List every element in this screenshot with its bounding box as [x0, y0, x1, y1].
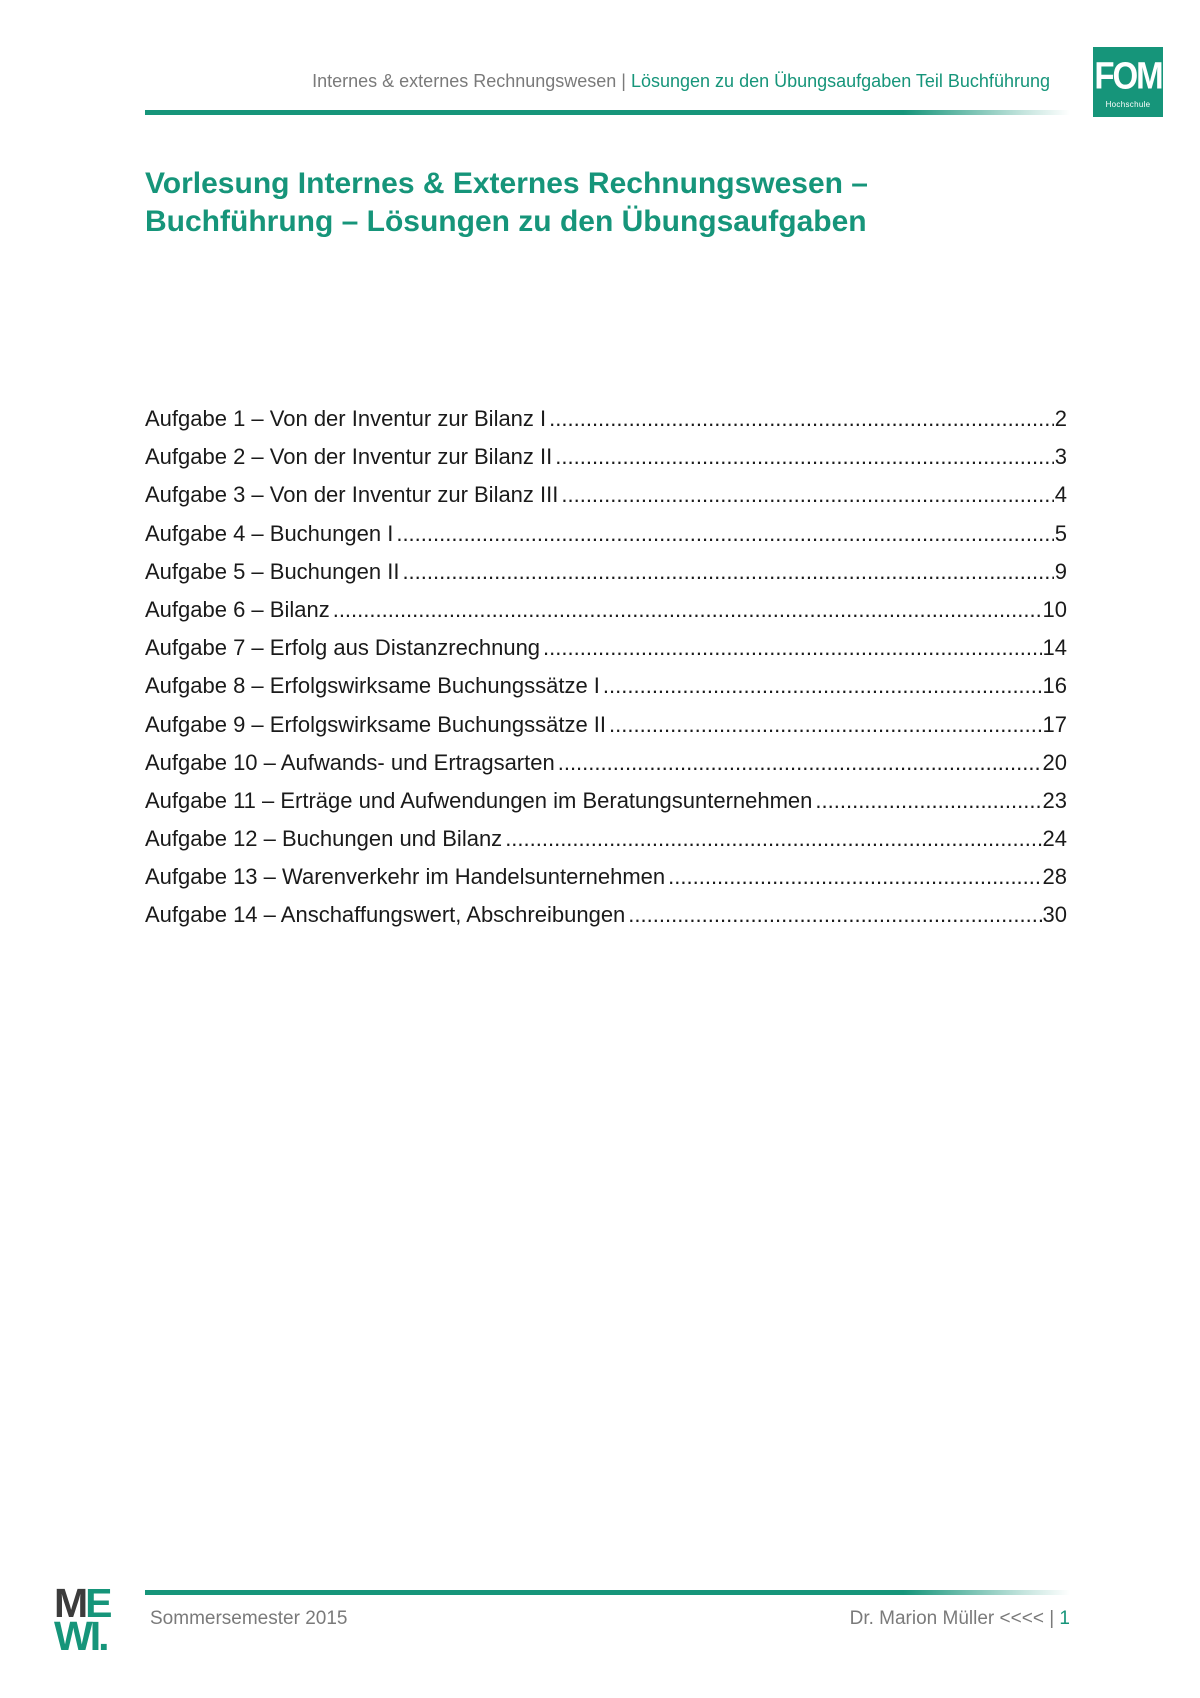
toc-entry-page: 4	[1054, 482, 1067, 508]
toc-dot-leader	[555, 438, 1053, 476]
toc-entry-label: Aufgabe 7 – Erfolg aus Distanzrechnung	[145, 635, 541, 661]
toc-entry-page: 14	[1042, 635, 1067, 661]
toc-entry-label: Aufgabe 6 – Bilanz	[145, 596, 330, 622]
toc-entry[interactable]	[145, 553, 1067, 591]
toc-entry-label: Aufgabe 13 – Warenverkehr im Handelsunternehmen	[145, 864, 666, 890]
document-title-line2: Buchführung – Lösungen zu den Übungsaufgaben	[145, 205, 867, 238]
toc-entry[interactable]	[145, 515, 1067, 553]
toc-entry[interactable]	[145, 438, 1067, 476]
running-header-course: Internes & externes Rechnungswesen |	[312, 71, 631, 91]
toc-entry-label: Aufgabe 8 – Erfolgswirksame Buchungssätze I	[145, 673, 600, 699]
toc-entry[interactable]	[145, 591, 1067, 629]
toc-entry-page: 23	[1042, 787, 1067, 813]
toc-dot-leader	[396, 515, 1053, 553]
fom-logo-subtext: Hochschule	[1105, 100, 1151, 109]
toc-entry-label: Aufgabe 2 – Von der Inventur zur Bilanz II	[145, 444, 553, 470]
toc-entry-page: 20	[1042, 749, 1067, 775]
running-header-subject: Lösungen zu den Übungsaufgaben Teil Buchführung	[630, 71, 1050, 91]
toc-entry-label: Aufgabe 10 – Aufwands- und Ertragsarten	[145, 749, 555, 775]
toc-dot-leader	[668, 858, 1041, 896]
toc-entry[interactable]	[145, 629, 1067, 667]
toc-entry-page: 17	[1042, 711, 1067, 737]
toc-dot-leader	[628, 896, 1041, 934]
toc-entry[interactable]	[145, 400, 1067, 438]
fom-logo-text: FOM	[1094, 54, 1162, 97]
toc-entry-page: 3	[1054, 444, 1067, 470]
running-header	[145, 71, 1050, 92]
fom-logo	[1093, 47, 1163, 117]
toc-dot-leader	[505, 820, 1041, 858]
header-divider	[145, 110, 1070, 115]
toc-entry[interactable]	[145, 820, 1067, 858]
toc-entry-label: Aufgabe 14 – Anschaffungswert, Abschreibungen	[145, 902, 626, 928]
toc-entry-page: 2	[1054, 406, 1067, 431]
page-number: 1	[1059, 1608, 1070, 1629]
toc-entry-label: Aufgabe 3 – Von der Inventur zur Bilanz III	[145, 482, 559, 508]
toc-dot-leader	[402, 553, 1053, 591]
toc-entry-label: Aufgabe 12 – Buchungen und Bilanz	[145, 826, 503, 852]
toc-dot-leader	[549, 400, 1054, 438]
toc-dot-leader	[561, 476, 1053, 514]
toc-entry[interactable]	[145, 744, 1067, 782]
toc-entry-page: 30	[1042, 902, 1067, 928]
toc-entry-page: 16	[1042, 673, 1067, 699]
toc-dot-leader	[333, 591, 1042, 629]
toc-entry[interactable]	[145, 667, 1067, 705]
toc-dot-leader	[609, 706, 1041, 744]
table-of-contents	[145, 400, 1067, 935]
document-title-line1: Vorlesung Internes & Externes Rechnungswesen –	[145, 167, 868, 200]
toc-entry-page: 28	[1042, 864, 1067, 890]
toc-entry[interactable]	[145, 896, 1067, 934]
toc-entry-page: 9	[1054, 558, 1067, 584]
toc-dot-leader	[603, 667, 1042, 705]
toc-entry-label: Aufgabe 5 – Buchungen II	[145, 558, 400, 584]
toc-dot-leader	[543, 629, 1041, 667]
toc-entry-label: Aufgabe 9 – Erfolgswirksame Buchungssätze II	[145, 711, 607, 737]
footer-author: Dr. Marion Müller <<<< |	[849, 1608, 1060, 1629]
toc-entry[interactable]	[145, 476, 1067, 514]
toc-entry-label: Aufgabe 1 – Von der Inventur zur Bilanz I	[145, 406, 547, 431]
toc-entry[interactable]	[145, 706, 1067, 744]
toc-dot-leader	[558, 744, 1042, 782]
toc-entry-page: 24	[1042, 826, 1067, 852]
toc-entry-page: 5	[1054, 520, 1067, 546]
footer-semester: Sommersemester 2015	[150, 1608, 348, 1629]
toc-dot-leader	[815, 782, 1041, 820]
footer-divider	[145, 1590, 1070, 1595]
toc-entry-label: Aufgabe 11 – Erträge und Aufwendungen im Beratungsunternehmen	[145, 787, 813, 813]
footer-author-page	[850, 1608, 1070, 1630]
toc-entry[interactable]	[145, 858, 1067, 896]
toc-entry-page: 10	[1042, 596, 1067, 622]
toc-entry[interactable]	[145, 782, 1067, 820]
toc-entry-label: Aufgabe 4 – Buchungen I	[145, 520, 394, 546]
document-title	[145, 165, 1095, 241]
mewi-logo: ME WI.	[54, 1580, 110, 1659]
